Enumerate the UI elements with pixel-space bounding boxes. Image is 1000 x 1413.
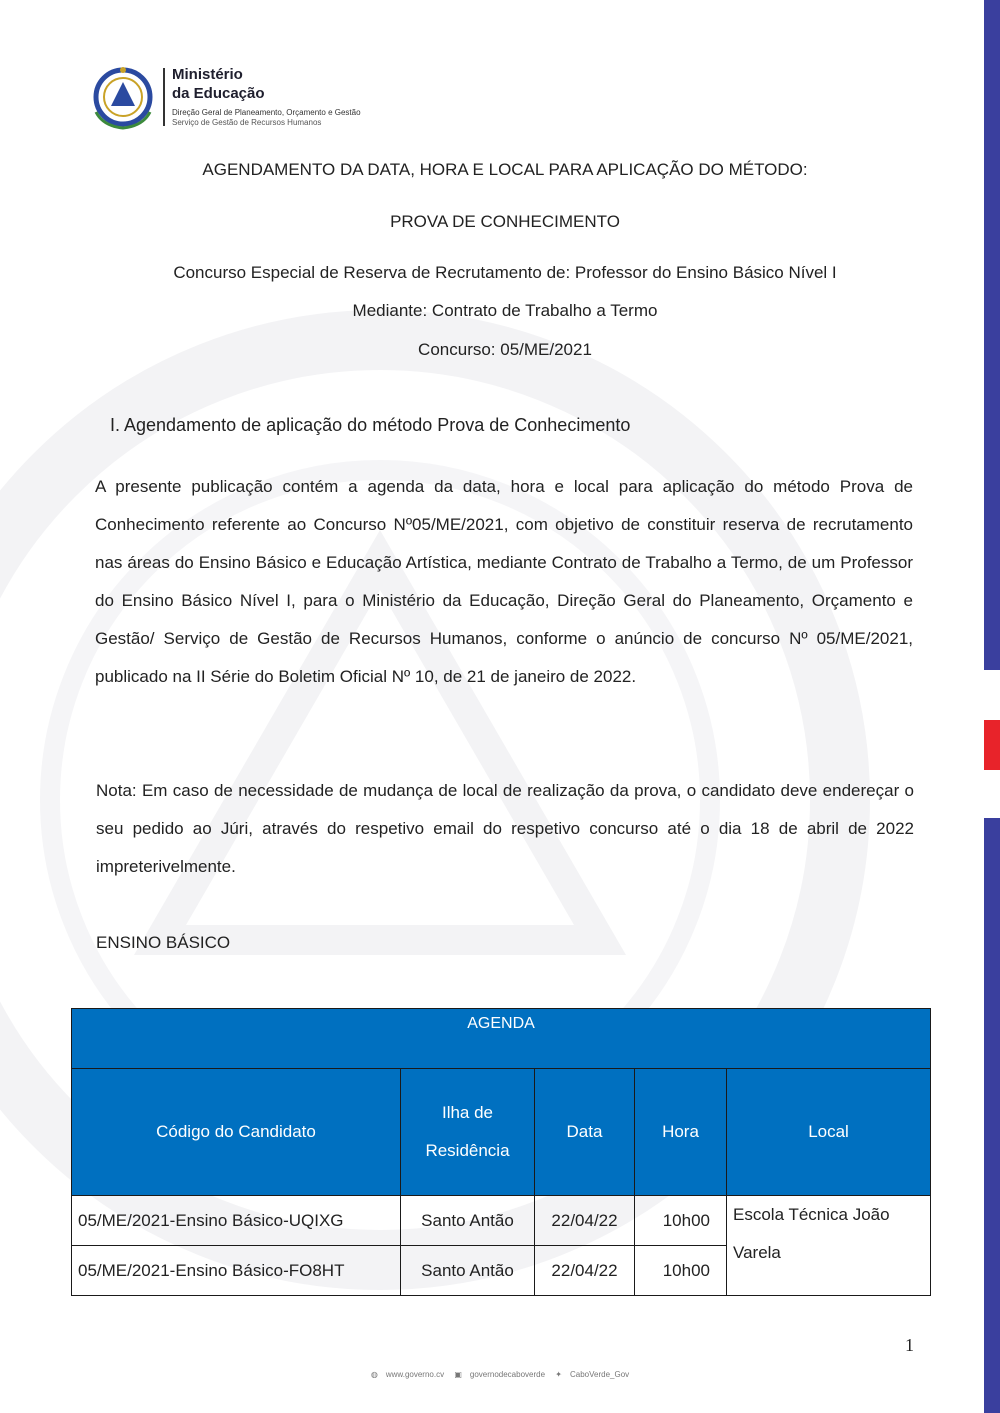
cell-hour: 10h00 [635, 1196, 727, 1246]
header-place: Local [727, 1069, 931, 1196]
logo-divider [163, 68, 165, 126]
header-candidate-code: Código do Candidato [72, 1069, 401, 1196]
ministry-logo [88, 62, 408, 134]
globe-icon: ◍ [370, 1370, 378, 1379]
table-row [72, 1196, 931, 1246]
section-heading: I. Agendamento de aplicação do método Prova de Conhecimento [110, 415, 631, 435]
coat-of-arms-icon [88, 62, 158, 132]
cell-date: 22/04/22 [535, 1246, 635, 1296]
section-label: ENSINO BÁSICO [96, 933, 231, 952]
body-paragraph: A presente publicação contém a agenda da data, hora e local para aplicação do método Prova de Conhecimento referente ao Concurso Nº05/ME/2021, com objetivo de constituir reserva de recrutamento nas áreas do Ensino Básico e Educação Artística, mediante Contrato de Trabalho a Termo, de um Professor do Ensino Básico Nível I, para o Ministério da Educação, Direção Geral do Planeamento, Orçamento e Gestão/ Serviço de Gestão de Recursos Humanos, conforme o anúncio de concurso Nº 05/ME/2021, publicado na II Série do Boletim Oficial Nº 10, de 21 de janeiro de 2022. [95, 477, 913, 686]
header-hour: Hora [635, 1069, 727, 1196]
cell-candidate-code: 05/ME/2021-Ensino Básico-FO8HT [72, 1246, 401, 1296]
document-title: AGENDAMENTO DA DATA, HORA E LOCAL PARA APLICAÇÃO DO MÉTODO: [202, 160, 808, 179]
footer-facebook: governodecaboverde [469, 1370, 546, 1379]
contract-type: Mediante: Contrato de Trabalho a Termo [352, 301, 658, 320]
footer-website: www.governo.cv [385, 1370, 445, 1379]
document-subtitle: PROVA DE CONHECIMENTO [390, 212, 620, 231]
footer-twitter: CaboVerde_Gov [569, 1370, 630, 1379]
side-bar-blue-top [984, 0, 1000, 670]
side-bar-blue-bottom [984, 818, 1000, 1413]
footer [0, 1370, 1000, 1379]
table-title-row [72, 1009, 931, 1069]
table-title: AGENDA [72, 1009, 931, 1069]
contest-number: Concurso: 05/ME/2021 [418, 340, 592, 359]
cell-place: Escola Técnica João Varela [727, 1196, 931, 1296]
table-header-row [72, 1069, 931, 1196]
cell-candidate-code: 05/ME/2021-Ensino Básico-UQIXG [72, 1196, 401, 1246]
note-paragraph: Nota: Em caso de necessidade de mudança de local de realização da prova, o candidato deve endereçar o seu pedido ao Júri, através do respetivo email do respetivo concurso até o dia 18 de abril de 2022 impreterivelmente. [96, 781, 914, 876]
logo-subtitle-line2: Serviço de Gestão de Recursos Humanos [172, 118, 322, 127]
facebook-icon: ▣ [454, 1370, 462, 1379]
cell-island: Santo Antão [401, 1196, 535, 1246]
logo-subtitle-line1: Direção Geral de Planeamento, Orçamento e Gestão [172, 108, 361, 117]
cell-island: Santo Antão [401, 1246, 535, 1296]
cell-hour: 10h00 [635, 1246, 727, 1296]
side-bar-red [984, 720, 1000, 770]
logo-title-line2: da Educação [172, 85, 265, 102]
header-date: Data [535, 1069, 635, 1196]
header-island: Ilha de Residência [401, 1069, 535, 1196]
contest-description: Concurso Especial de Reserva de Recrutamento de: Professor do Ensino Básico Nível I [173, 263, 837, 282]
agenda-table [71, 1008, 931, 1296]
cell-date: 22/04/22 [535, 1196, 635, 1246]
twitter-icon: ✦ [555, 1370, 562, 1379]
logo-title-line1: Ministério [172, 66, 243, 83]
page-number: 1 [905, 1335, 914, 1355]
